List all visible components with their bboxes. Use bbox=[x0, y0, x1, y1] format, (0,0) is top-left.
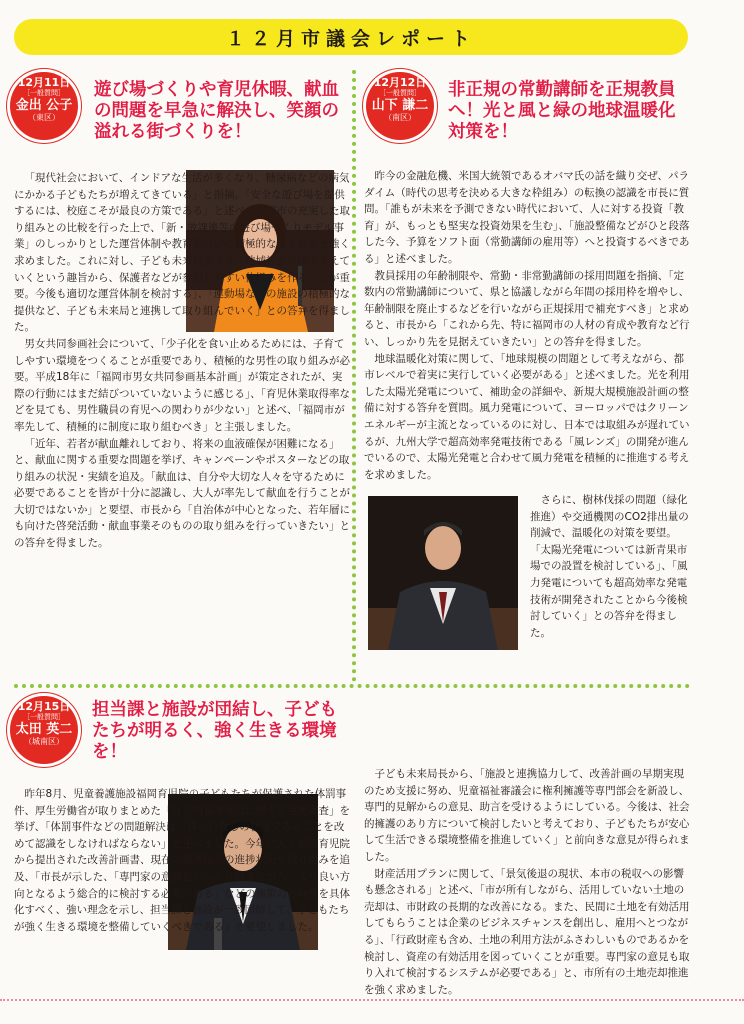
column-divider bbox=[352, 70, 356, 682]
article-body bbox=[14, 786, 350, 935]
article-body bbox=[14, 170, 352, 552]
badge-ward: （東区） bbox=[28, 113, 60, 122]
badge-type: ［一般質問］ bbox=[23, 89, 65, 97]
article-paragraph: 教員採用の年齢制限や、常勤・非常勤講師の採用問題を指摘、「定数内の常勤講師について、県と協議しながら年間の採用枠を増やし、年齢制限を廃止するなどを行いながら正規採用で補充すべき」と求めると、市長から「これから先、特に福岡市の人材の育成や教育など行い、しっかり先を見据えていきたい」との答弁を得ました。 bbox=[364, 269, 690, 348]
article-body-continued bbox=[364, 766, 690, 998]
speaker-photo bbox=[368, 496, 518, 650]
badge-date: 12月15日 bbox=[17, 700, 71, 713]
badge-name: 山下 謙二 bbox=[371, 98, 429, 113]
article-paragraph: 地球温暖化対策に関して、「地球規模の問題として考えながら、都市レベルで着実に実行していく必要がある」と述べました。光を利用した太陽光発電について、補助金の詳細や、新規大規模施設計画の整備に対する答弁を質問。風力発電について、ヨーロッパではクリーンエネルギーが主流となっているのに対し、日本では取組みが遅れているが、九州大学で超高効率発電技術である「風レンズ」の開発が進んでいるので、太陽光発電と合わせて風力発電を積極的に推進する考えを求めました。 bbox=[364, 352, 690, 481]
article-paragraph: 昨年8月、児童養護施設福岡育児院の子どもたちが保護された体罰事件、厚生労働省が取りまとめた「社会的養護施設に関する実態調査」を挙げ、「体罰事件などの問題解決は、待ったなしの状況であることを改めて認識をしなければならない」と述べました。今年に入り福岡育児院から提出された改善計画書、現在の養護施設の進捗状況や取り組みを追及、「市長が示した、「専門家の意識をしっかり聞きながら、より良い方向となるよう総合的に検討する必要がある」などの施策の方向性を具体化すべく、強い理念を示し、担当課と施設が一致団結して、子どもたちが強く生きる環境を整備していくべきである」と要望しました。 bbox=[14, 788, 350, 933]
badge-ward: （南区） bbox=[384, 113, 416, 122]
article-paragraph: 「近年、若者が献血離れしており、将来の血液確保が困難になる」と、献血に関する重要な問題を挙げ、キャンペーンやポスターなどの取り組みの状況・実績を追及。「献血は、自分や大切な人々を守るために必要であることを皆が十分に認識し、大人が率先して献血を行うことが大切ではないか」と要望、市長から「自治体が中心となった、若年層にも向けた啓発活動・献血事業そのものの取り組みを行っていきたい」との答弁を得ました。 bbox=[14, 437, 350, 550]
member-badge bbox=[366, 72, 434, 140]
badge-ward: （城南区） bbox=[24, 737, 64, 746]
badge-type: ［一般質問］ bbox=[23, 713, 65, 721]
article-paragraph: 昨今の金融危機、米国大統領であるオバマ氏の話を織り交ぜ、パラダイム（時代の思考を決める大きな枠組み）の転換の認識を市長に質問。「誰もが未来を予測できない時代において、人に対する投資「教育」が、もっとも堅実な投資効果を生む」、「施設整備などがひと段落した今、予算をソフト面（常勤講師の雇用等）へと投資するべきである」と述べました。 bbox=[364, 170, 690, 265]
article-headline: 非正規の常勤講師を正規教員へ！光と風と緑の地球温暖化対策を！ bbox=[448, 80, 676, 142]
article-paragraph: 男女共同参画社会について、「少子化を食い止めるためには、子育てしやすい環境をつくることが重要であり、積極的な男性の取り組みが必要。平成18年に「福岡市男女共同参画基本計画」が策定されたが、実際の行動にはまだ結びついていないように感じる」、「育児休業取得率などを見ても、男性職員の育児への関わりが少ない」と述べ、「福岡市が率先して、積極的に制度に取り組むべき」と主張しました。 bbox=[14, 337, 350, 433]
badge-date: 12月12日 bbox=[373, 76, 427, 89]
article-body bbox=[364, 168, 690, 483]
article-paragraph: 財産活用プランに関して、「景気後退の現状、本市の税収への影響も懸念される」と述べ、「市が所有しながら、活用していない土地の売却は、市財政の長期的な改善になる。また、民間に土地を有効活用してもらうことは企業のビジネスチャンスを創出し、雇用へとつながる」、「行政財産も含め、土地の利用方法がふさわしいものであるかを検討し、資産の有効活用を図っていくことが重要。専門家の意見も取り入れて検討するシステムが必要である」と、市所有の土地売却推進を強く求めました。 bbox=[364, 867, 690, 996]
article-headline: 遊び場づくりや育児休暇、献血の問題を早急に解決し、笑顔の溢れる街づくりを！ bbox=[94, 80, 339, 142]
article-headline: 担当課と施設が団結し、子どもたちが明るく、強く生きる環境を！ bbox=[92, 700, 337, 762]
member-badge bbox=[10, 72, 78, 140]
article-paragraph: さらに、樹林伐採の問題（緑化推進）や交通機関のCO2排出量の削減で、温暖化の対策を要望。「太陽光発電については新青果市場での設置を検討している」、「風力発電についても超高効率な発電技術が開発されたことから今後検討していく」との答弁を得ました。 bbox=[530, 494, 689, 639]
badge-name: 太田 英二 bbox=[15, 722, 73, 737]
badge-date: 12月11日 bbox=[17, 76, 71, 89]
speaker-photo-image bbox=[368, 496, 518, 650]
member-badge bbox=[10, 696, 78, 764]
article-body-continued bbox=[530, 492, 690, 641]
badge-name: 金出 公子 bbox=[15, 98, 73, 113]
section-divider bbox=[14, 684, 690, 688]
article-paragraph: 子ども未来局長から、「施設と連携協力して、改善計画の早期実現のため支援に努め、児童福祉審議会に権利擁護等専門部会を新設し、専門的見解からの意見、助言を受けるようにしている。今後は、社会的擁護のあり方について検討したいと考えており、子どもたちが安心して生活できる環境整備を推進していく」と前向きな意見が得られました。 bbox=[364, 768, 690, 863]
report-banner bbox=[14, 19, 688, 55]
article-paragraph: 「現代社会において、インドアな生活が多くなり、糖尿病などの病気にかかる子どもたちが増えてきている」と指摘。「安全な遊び場を提供するには、校庭こそが最良の方策である」と述べ、他都市の充実した取り組みとの比較を行った上で、「新・放課後等の遊び場づくりモデル事業」のしっかりとした運営体制や教育委員会の積極的な取り組みを強く求めました。これに対し、子ども未来局長より「地域社会全体で支えていくという趣旨から、保護者などが参加しやすい仕組みを作ることが重要。今後も適切な運営体制を検討する」、「運動場などの施設の積極的な提供など、子ども未来局と連携して取り組んでいく」との答弁を得ました。 bbox=[14, 172, 350, 334]
bottom-border bbox=[0, 999, 744, 1001]
badge-type: ［一般質問］ bbox=[379, 89, 421, 97]
report-title: １２月市議会レポート bbox=[225, 27, 476, 50]
